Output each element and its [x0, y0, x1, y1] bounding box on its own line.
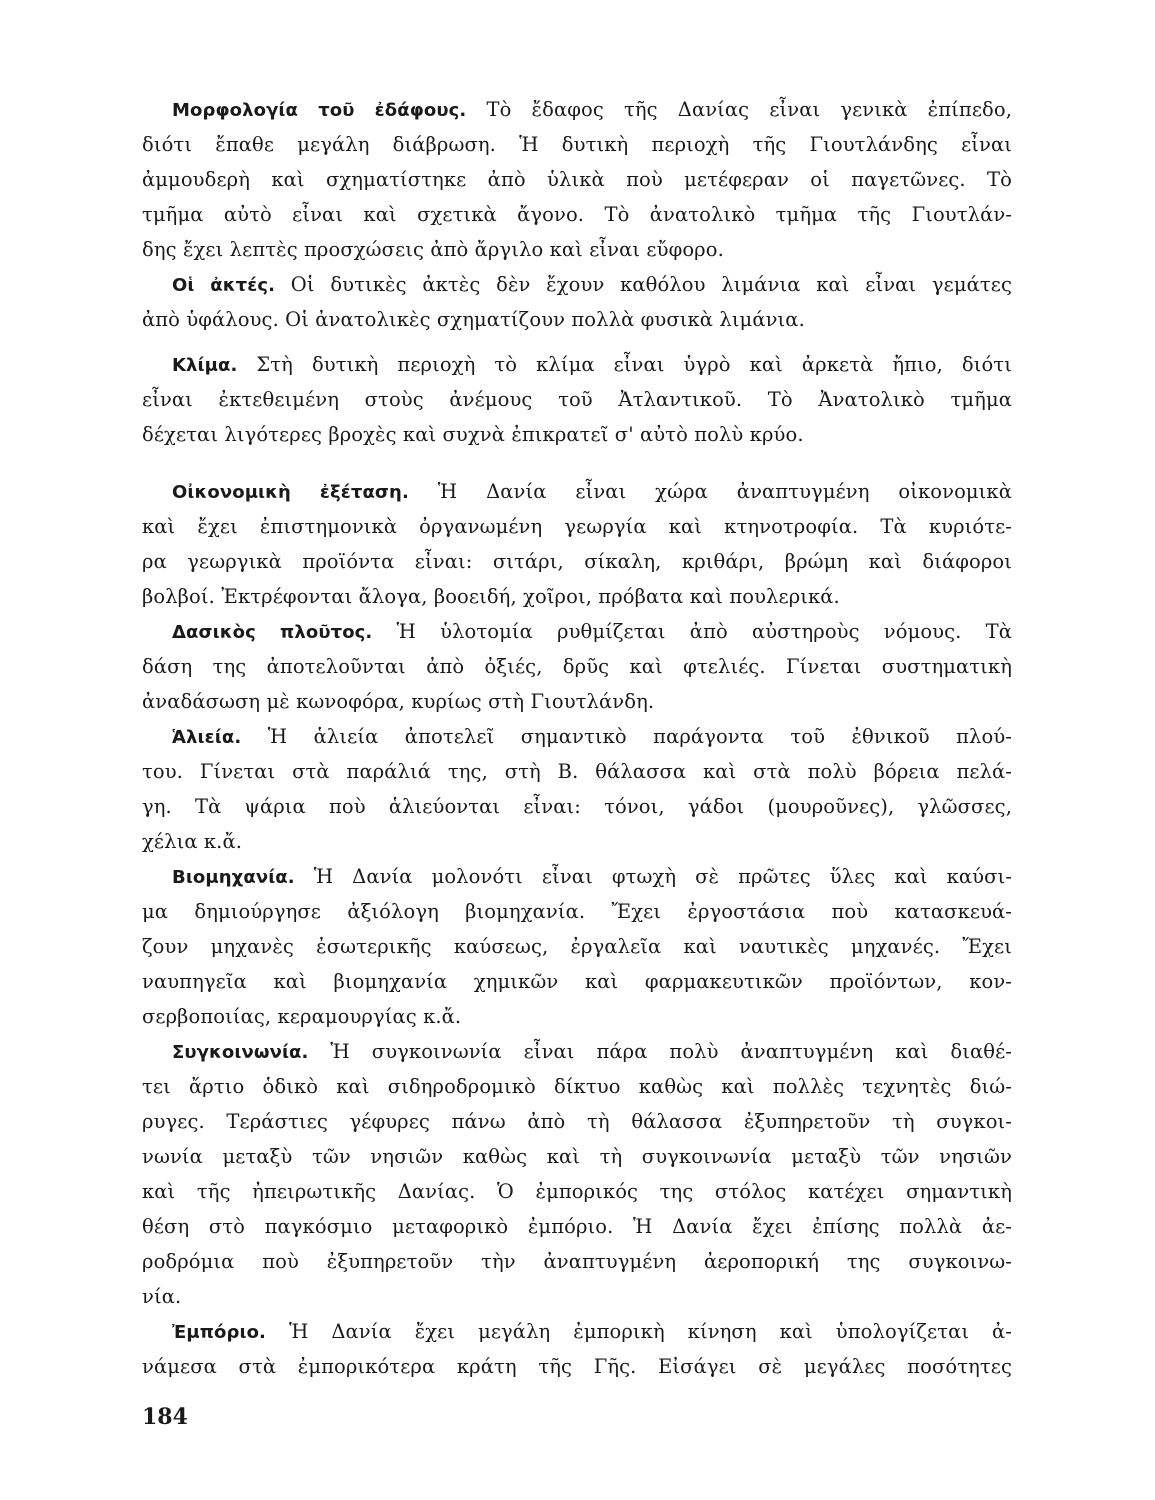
text-line: εἶναι ἐκτεθειμένη στοὺς ἀνέμους τοῦ Ἀτλαντικοῦ. Τὸ Ἀνατολικὸ τμῆμα	[142, 388, 1012, 411]
text-line: τει ἄρτιο ὁδικὸ καὶ σιδηροδρομικὸ δίκτυο καθὼς καὶ πολλὲς τεχνητὲς διώ-	[142, 1075, 1012, 1098]
text-line: Κλίμα. Στὴ δυτικὴ περιοχὴ τὸ κλίμα εἶναι ὑγρὸ καὶ ἀρκετὰ ἤπιο, διότι	[172, 353, 1012, 376]
text-line: Δασικὸς πλοῦτος. Ἡ ὑλοτομία ρυθμίζεται ἀπὸ αὐστηροὺς νόμους. Τὰ	[172, 620, 1012, 643]
spacer	[142, 337, 1012, 347]
text-line: ρυγες. Τεράστιες γέφυρες πάνω ἀπὸ τὴ θάλασσα ἐξυπηρετοῦν τὴ συγκοι-	[142, 1110, 1012, 1133]
text-line: ζουν μηχανὲς ἐσωτερικῆς καύσεως, ἐργαλεῖα καὶ ναυτικὲς μηχανές. Ἔχει	[142, 935, 1012, 958]
text-line: καὶ τῆς ἠπειρωτικῆς Δανίας. Ὁ ἐμπορικός της στόλος κατέχει σημαντικὴ	[142, 1180, 1012, 1203]
text-line: δης ἔχει λεπτὲς προσχώσεις ἀπὸ ἄργιλο καὶ εἶναι εὔφορο.	[142, 238, 724, 261]
text-line: ναυπηγεῖα καὶ βιομηχανία χημικῶν καὶ φαρμακευτικῶν προϊόντων, κον-	[142, 970, 1012, 993]
text-line: δάση της ἀποτελοῦνται ἀπὸ ὀξιές, δρῦς καὶ φτελιές. Γίνεται συστηματικὴ	[142, 655, 1012, 678]
text-line: Βιομηχανία. Ἡ Δανία μολονότι εἶναι φτωχὴ σὲ πρῶτες ὕλες καὶ καύσι-	[172, 865, 1012, 888]
text-line: νία.	[142, 1285, 182, 1308]
section-coasts	[142, 267, 1012, 337]
section-heading: Οἱ ἀκτές.	[172, 275, 276, 296]
section-heading: Δασικὸς πλοῦτος.	[172, 622, 373, 643]
text-line: ροδρόμια ποὺ ἐξυπηρετοῦν τὴν ἀναπτυγμένη ἀεροπορική της συγκοινω-	[142, 1250, 1012, 1273]
section-heading: Ἐμπόριο.	[172, 1322, 266, 1343]
text-line: ρα γεωργικὰ προϊόντα εἶναι: σιτάρι, σίκαλη, κριθάρι, βρώμη καὶ διάφοροι	[142, 550, 1012, 573]
text-line: σερβοποιίας, κεραμουργίας κ.ἄ.	[142, 1005, 462, 1028]
section-transport	[142, 1034, 1012, 1314]
text-line: Μορφολογία τοῦ ἐδάφους. Τὸ ἔδαφος τῆς Δανίας εἶναι γενικὰ ἐπίπεδο,	[172, 98, 1012, 121]
text-line: διότι ἔπαθε μεγάλη διάβρωση. Ἡ δυτικὴ περιοχὴ τῆς Γιουτλάνδης εἶναι	[142, 133, 1012, 156]
text-line: γη. Τὰ ψάρια ποὺ ἁλιεύονται εἶναι: τόνοι, γάδοι (μουροῦνες), γλῶσσες,	[142, 795, 1012, 818]
section-trade	[142, 1314, 1012, 1384]
section-forests	[142, 614, 1012, 719]
section-heading: Ἁλιεία.	[172, 727, 242, 748]
text-line: βολβοί. Ἐκτρέφονται ἄλογα, βοοειδή, χοῖροι, πρόβατα καὶ πουλερικά.	[142, 585, 840, 608]
text-line: θέση στὸ παγκόσμιο μεταφορικὸ ἐμπόριο. Ἡ Δανία ἔχει ἐπίσης πολλὰ ἀε-	[142, 1215, 1012, 1238]
text-line: δέχεται λιγότερες βροχὲς καὶ συχνὰ ἐπικρατεῖ σ' αὐτὸ πολὺ κρύο.	[142, 423, 804, 446]
section-heading: Συγκοινωνία.	[172, 1042, 309, 1063]
text-line: νωνία μεταξὺ τῶν νησιῶν καθὼς καὶ τὴ συγκοινωνία μεταξὺ τῶν νησιῶν	[142, 1145, 1012, 1168]
text-line: ἀμμουδερὴ καὶ σχηματίστηκε ἀπὸ ὑλικὰ ποὺ μετέφεραν οἱ παγετῶνες. Τὸ	[142, 168, 1012, 191]
text-line: Ἁλιεία. Ἡ ἁλιεία ἀποτελεῖ σημαντικὸ παράγοντα τοῦ ἐθνικοῦ πλού-	[172, 725, 1012, 748]
section-heading: Βιομηχανία.	[172, 867, 295, 888]
section-heading: Κλίμα.	[172, 355, 238, 376]
text-line: ἀναδάσωση μὲ κωνοφόρα, κυρίως στὴ Γιουτλάνδη.	[142, 690, 655, 713]
section-heading: Οἰκονομικὴ ἐξέταση.	[172, 482, 409, 503]
section-economy	[142, 474, 1012, 614]
text-line: ἀπὸ ὑφάλους. Οἱ ἀνατολικὲς σχηματίζουν πολλὰ φυσικὰ λιμάνια.	[142, 308, 805, 331]
text-line: νάμεσα στὰ ἐμπορικότερα κράτη τῆς Γῆς. Εἰσάγει σὲ μεγάλες ποσότητες	[142, 1355, 1012, 1378]
section-industry	[142, 859, 1012, 1034]
text-line: Οἰκονομικὴ ἐξέταση. Ἡ Δανία εἶναι χώρα ἀναπτυγμένη οἰκονομικὰ	[172, 480, 1012, 503]
text-line: τμῆμα αὐτὸ εἶναι καὶ σχετικὰ ἄγονο. Τὸ ἀνατολικὸ τμῆμα τῆς Γιουτλάν-	[142, 203, 1012, 226]
spacer	[142, 452, 1012, 474]
text-line: χέλια κ.ἄ.	[142, 830, 243, 853]
text-line: Συγκοινωνία. Ἡ συγκοινωνία εἶναι πάρα πολὺ ἀναπτυγμένη καὶ διαθέ-	[172, 1040, 1012, 1063]
section-fishing	[142, 719, 1012, 859]
text-line: μα δημιούργησε ἀξιόλογη βιομηχανία. Ἔχει ἐργοστάσια ποὺ κατασκευά-	[142, 900, 1012, 923]
page-body	[142, 92, 1012, 1384]
text-line: Οἱ ἀκτές. Οἱ δυτικὲς ἀκτὲς δὲν ἔχουν καθόλου λιμάνια καὶ εἶναι γεμάτες	[172, 273, 1012, 296]
text-line: του. Γίνεται στὰ παράλιά της, στὴ Β. θάλασσα καὶ στὰ πολὺ βόρεια πελά-	[142, 760, 1012, 783]
section-climate	[142, 347, 1012, 452]
text-line: Ἐμπόριο. Ἡ Δανία ἔχει μεγάλη ἐμπορικὴ κίνηση καὶ ὑπολογίζεται ἀ-	[172, 1320, 1012, 1343]
text-line: καὶ ἔχει ἐπιστημονικὰ ὀργανωμένη γεωργία καὶ κτηνοτροφία. Τὰ κυριότε-	[142, 515, 1012, 538]
section-morphology	[142, 92, 1012, 267]
page-number: 184	[142, 1404, 188, 1430]
section-heading: Μορφολογία τοῦ ἐδάφους.	[172, 100, 467, 121]
